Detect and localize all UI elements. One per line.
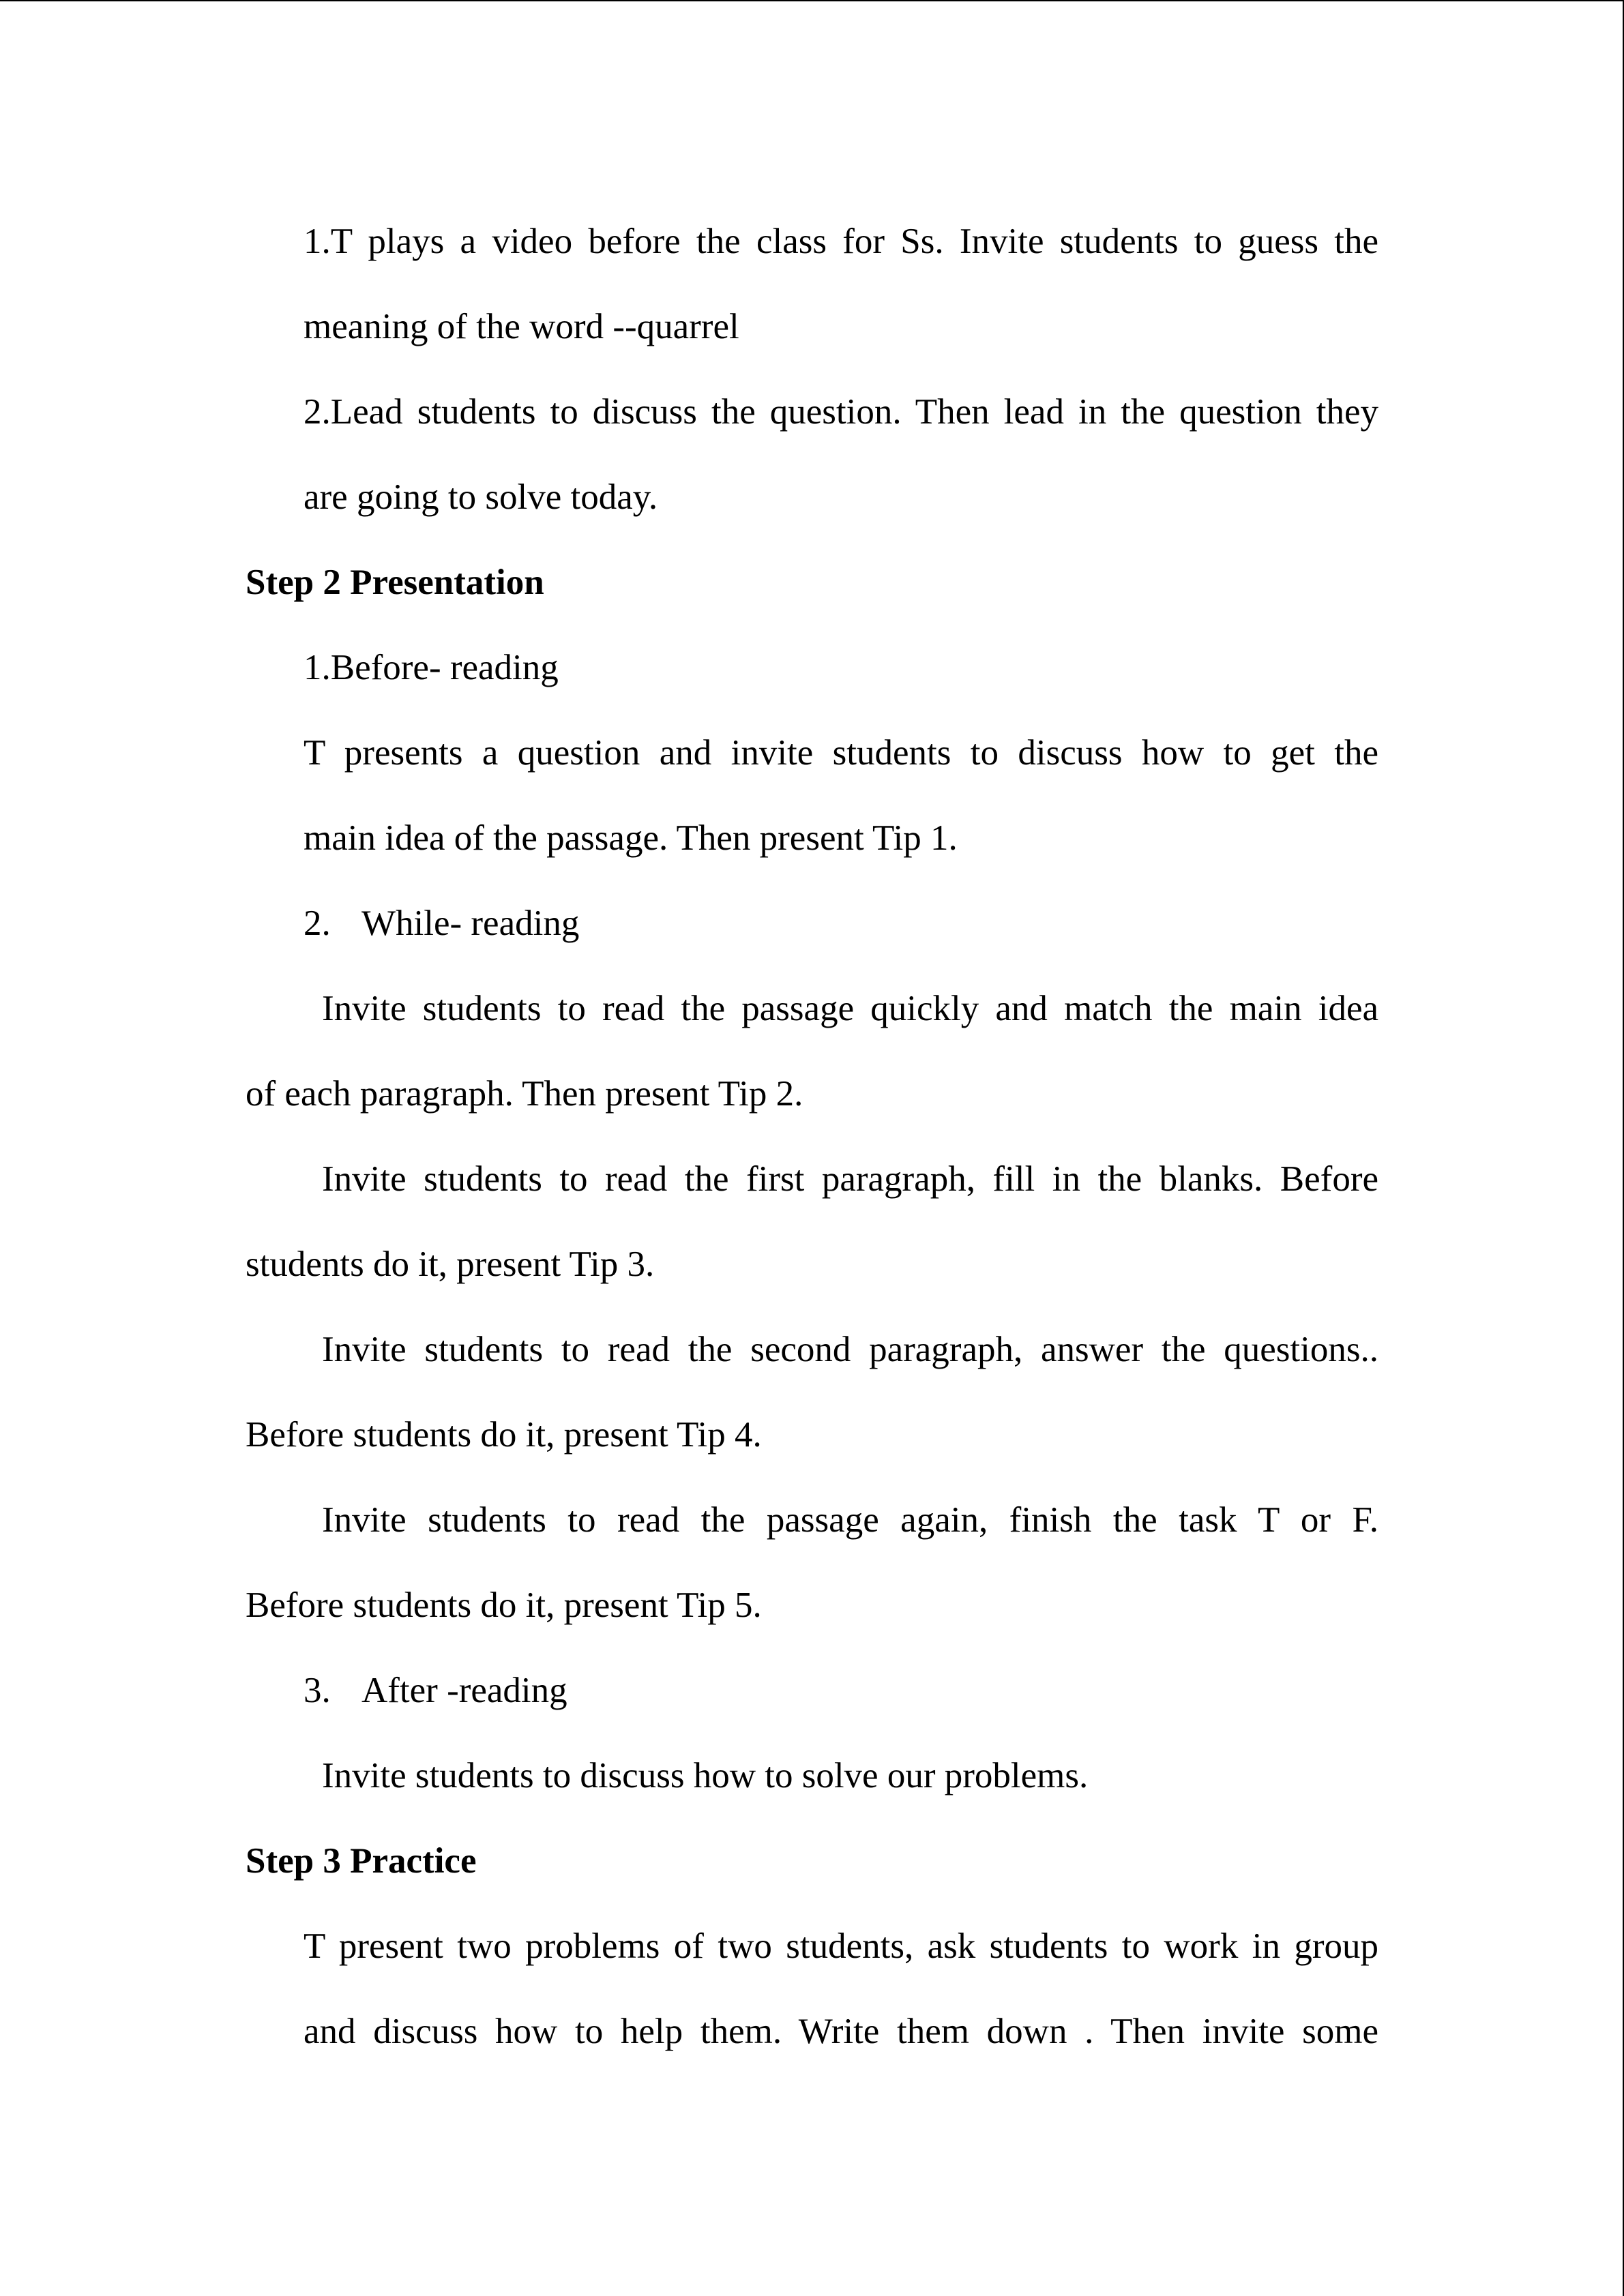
list-number: 3. <box>304 1671 331 1710</box>
section-heading-step-2: Step 2 Presentation <box>246 563 544 602</box>
paragraph-line: Invite students to read the passage quickly and match the main idea <box>322 989 1378 1028</box>
subheading-while-reading <box>304 881 579 966</box>
paragraph-line: and discuss how to help them. Write them down . Then invite some <box>304 2012 1378 2051</box>
subheading-after-reading <box>304 1648 567 1733</box>
paragraph-line: Invite students to discuss how to solve our problems. <box>322 1756 1089 1795</box>
paragraph-line: T present two problems of two students, ask students to work in group <box>304 1926 1378 1966</box>
subheading-before-reading: 1.Before- reading <box>304 648 559 687</box>
list-text: After -reading <box>361 1671 567 1710</box>
paragraph-line: Before students do it, present Tip 5. <box>246 1585 762 1625</box>
paragraph-line: main idea of the passage. Then present Tip 1. <box>304 818 958 858</box>
paragraph-line: are going to solve today. <box>304 477 658 517</box>
paragraph-line: of each paragraph. Then present Tip 2. <box>246 1074 803 1114</box>
paragraph-line: Invite students to read the passage again, finish the task T or F. <box>322 1500 1378 1540</box>
paragraph-line: Invite students to read the first paragraph, fill in the blanks. Before <box>322 1159 1378 1199</box>
list-number: 2. <box>304 904 331 943</box>
paragraph-line: meaning of the word --quarrel <box>304 307 739 346</box>
paragraph-line: 1.T plays a video before the class for Ss. Invite students to guess the <box>304 222 1378 261</box>
paragraph-line: Invite students to read the second paragraph, answer the questions.. <box>322 1330 1378 1369</box>
paragraph-line: students do it, present Tip 3. <box>246 1244 655 1284</box>
paragraph-line: 2.Lead students to discuss the question. Then lead in the question they <box>304 392 1378 432</box>
paragraph-line: Before students do it, present Tip 4. <box>246 1415 762 1455</box>
paragraph-line: T presents a question and invite students to discuss how to get the <box>304 733 1378 773</box>
section-heading-step-3: Step 3 Practice <box>246 1841 477 1881</box>
list-text: While- reading <box>361 904 580 943</box>
